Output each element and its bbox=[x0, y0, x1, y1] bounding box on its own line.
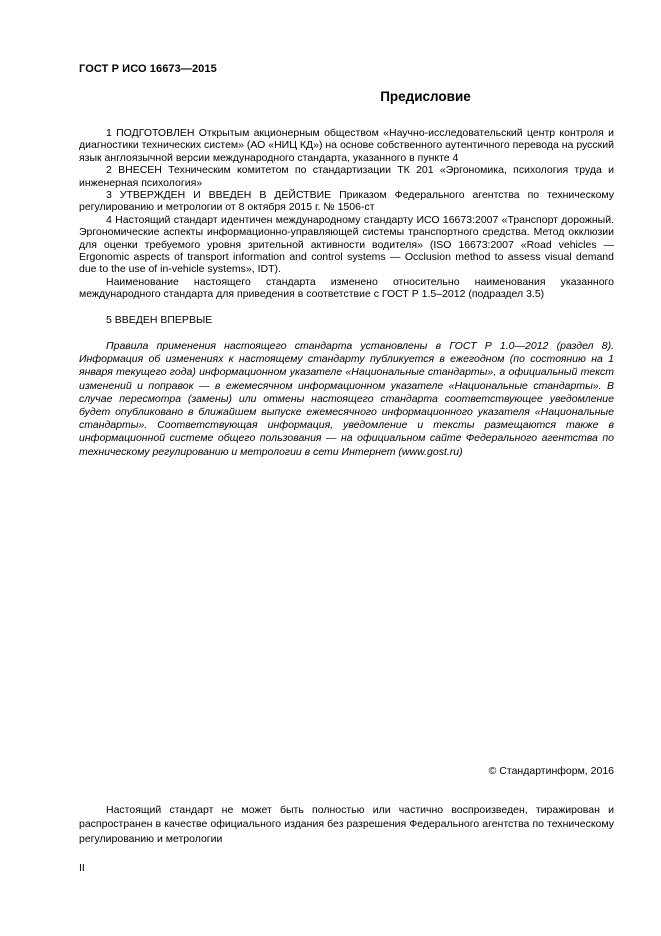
page-title-text: Предисловие bbox=[380, 89, 471, 104]
reproduction-rights bbox=[79, 803, 614, 846]
paragraph-approved: 3 УТВЕРЖДЕН И ВВЕДЕН В ДЕЙСТВИЕ Приказом Федерального агентства по техническому регулированию и метрологии от 8 октября 2015 г. № 1506-ст bbox=[79, 189, 614, 214]
notice-text: Правила применения настоящего стандарта установлены в ГОСТ Р 1.0—2012 (раздел 8). Информация об изменениях к настоящему стандарту публикуется в ежегодном (по состоянию на 1 января текущего года) информационном указателе «Национальные стандарты», а официальный текст изменений и поправок — в ежемесячном информационном указателе «Национальные стандарты». В случае пересмотра (замены) или отмены настоящего стандарта соответствующее уведомление будет опубликовано в ближайшем выпуске ежемесячного информационного указателя «Национальные стандарты». Соответствующая информация, уведомление и тексты размещаются также в информационной системе общего пользования — на официальном сайте Федерального агентства по техническому регулированию и метрологии в сети Интернет (www.gost.ru) bbox=[79, 340, 614, 458]
paragraph-introduced: 5 ВВЕДЕН ВПЕРВЫЕ bbox=[106, 313, 213, 326]
document-header: ГОСТ Р ИСО 16673—2015 bbox=[79, 63, 217, 75]
application-rules-notice bbox=[79, 340, 614, 459]
paragraph-prepared: 1 ПОДГОТОВЛЕН Открытым акционерным обществом «Научно-исследовательский центр контроля и диагностики технических систем» (АО «НИЦ КД») на основе собственного аутентичного перевода на русский язык англоязычной версии международного стандарта, указанного в пункте 4 bbox=[79, 127, 614, 164]
page-number: II bbox=[79, 862, 85, 874]
rights-text: Настоящий стандарт не может быть полностью или частично воспроизведен, тиражирован и распространен в качестве официального издания без разрешения Федерального агентства по техническому регулированию и метрологии bbox=[79, 804, 614, 845]
foreword-body bbox=[79, 127, 614, 326]
copyright-line: © Стандартинформ, 2016 bbox=[488, 765, 614, 777]
paragraph-submitted: 2 ВНЕСЕН Техническим комитетом по стандартизации ТК 201 «Эргономика, психология труда и инженерная психология» bbox=[79, 164, 614, 189]
paragraph-identical: 4 Настоящий стандарт идентичен международному стандарту ИСО 16673:2007 «Транспорт дорожный. Эргономические аспекты информационно-управляющей системы транспортного средства. Метод окклюзии для оценки требуемого уровня зрительной активности водителя» (ISO 16673:2007 «Road vehicles — Ergonomic aspects of transport information and control systems — Occlusion method to assess visual demand due to the use of in-vehicle systems», IDT). bbox=[79, 213, 614, 276]
paragraph-name-change: Наименование настоящего стандарта изменено относительно наименования указанного международного стандарта для приведения в соответствие с ГОСТ Р 1.5–2012 (подраздел 3.5) bbox=[79, 275, 614, 301]
page-title bbox=[79, 89, 614, 104]
